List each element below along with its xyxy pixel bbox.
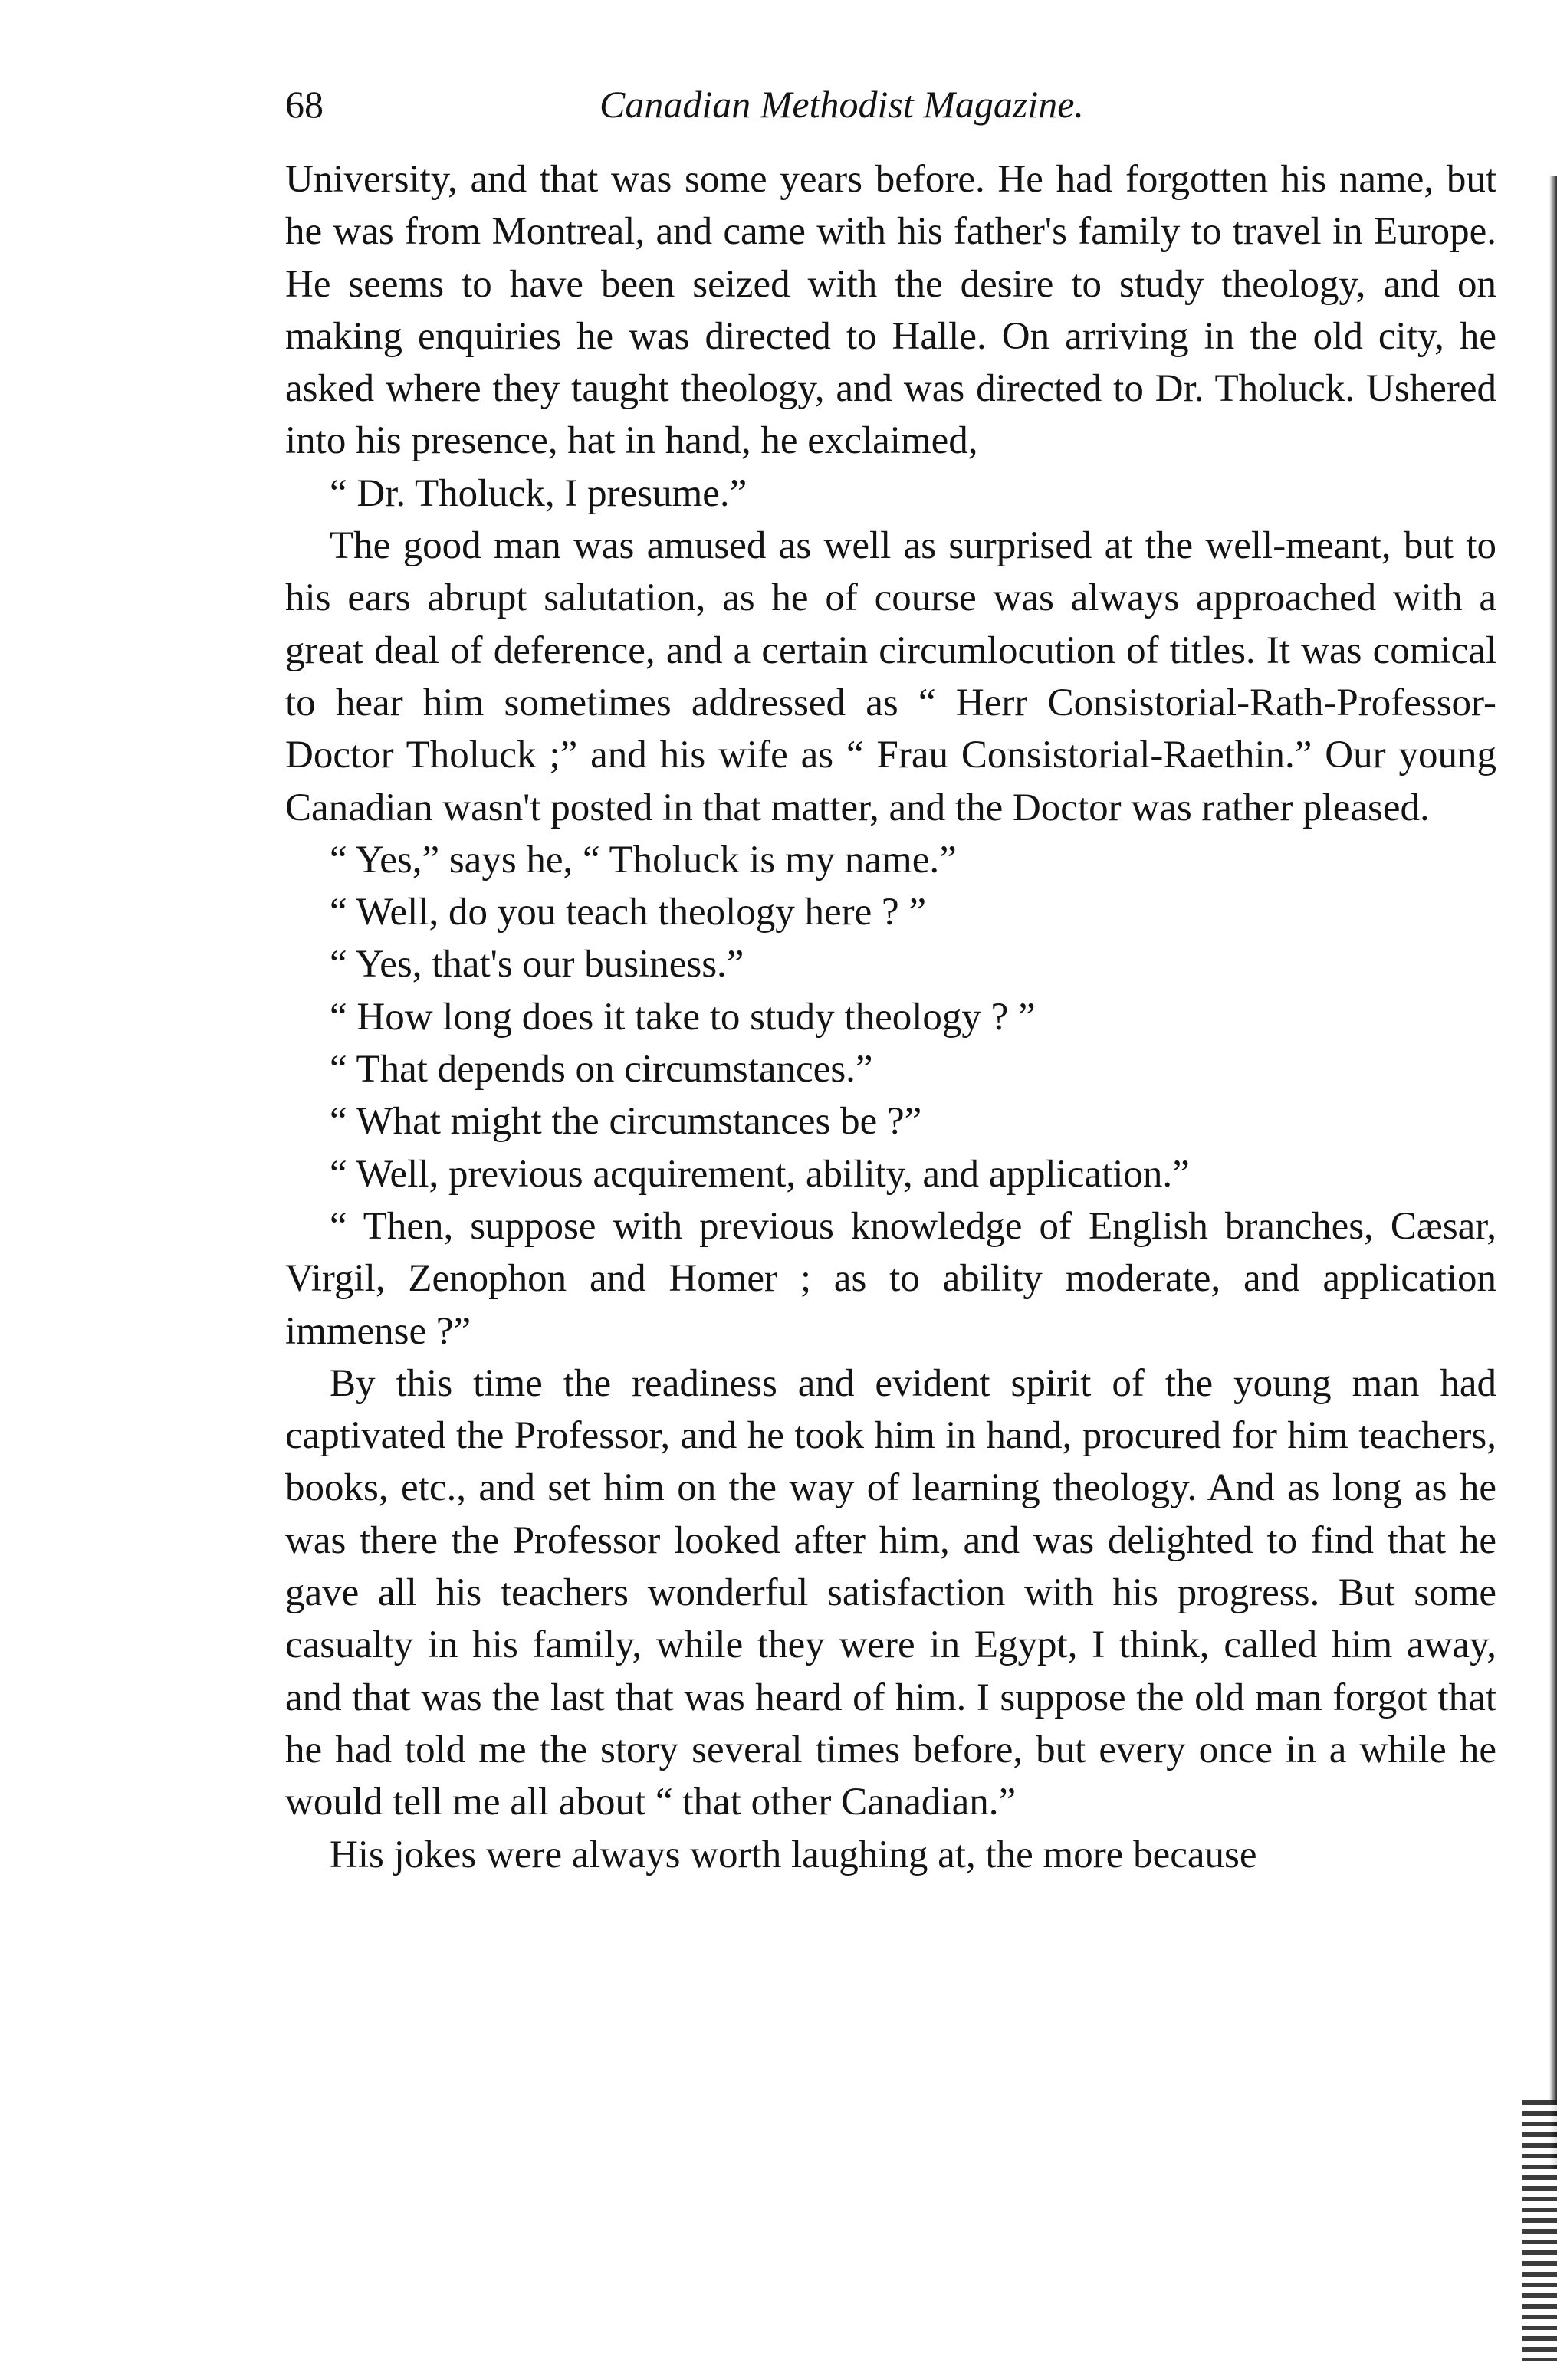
dialogue-line: “ Then, suppose with previous knowledge of English branches, Cæsar, Virgil, Zenophon and Homer ; as to ability moderate, and application immense ?” — [285, 1204, 1496, 1353]
paragraph: By this time the readiness and evident spirit of the young man had captivated the Professor, and he took him in hand, procured for him teachers, books, etc., and set him on the way of learning theology. And as long as he was there the Professor looked after him, and was delighted to find that he gave all his teachers wonderful satisfaction with his progress. But some casualty in his family, while they were in Egypt, I think, called him away, and that was the last that was heard of him. I suppose the old man forgot that he had told me the story several times before, but every once in a while he would tell me all about “ that other Canadian.” — [285, 1361, 1496, 1824]
body-text — [285, 153, 1496, 1881]
dialogue-line: “ Yes, that's our business.” — [330, 943, 744, 986]
dialogue-line: “ Yes,” says he, “ Tholuck is my name.” — [330, 838, 957, 881]
page-edge-shadow — [1549, 176, 1557, 2169]
dialogue-line: “ That depends on circumstances.” — [330, 1048, 873, 1092]
scan-edge-artifact — [1522, 2100, 1557, 2361]
paragraph: The good man was amused as well as surprised at the well-meant, but to his ears abrupt salutation, as he of course was always approached with a great deal of deference, and a certain circumlocution of titles. It was comical to hear him sometimes addressed as “ Herr Consistorial-Rath-Professor-Doctor Tholuck ;” and his wife as “ Frau Consistorial-Raethin.” Our young Canadian wasn't posted in that matter, and the Doctor was rather pleased. — [285, 524, 1496, 829]
paragraph-continued: University, and that was some years before. He had forgotten his name, but he was from Montreal, and came with his father's family to travel in Europe. He seems to have been seized with the desire to study theology, and on making enquiries he was directed to Halle. On arriving in the old city, he asked where they taught theology, and was directed to Dr. Tholuck. Ushered into his presence, hat in hand, he exclaimed, — [285, 158, 1496, 463]
journal-title: Canadian Methodist Magazine. — [599, 83, 1084, 126]
dialogue-line: “ Well, previous acquirement, ability, and application.” — [330, 1152, 1190, 1196]
page-number: 68 — [285, 83, 324, 126]
dialogue-line: “ Well, do you teach theology here ? ” — [330, 891, 927, 934]
dialogue-line: “ What might the circumstances be ?” — [330, 1100, 922, 1144]
paragraph: His jokes were always worth laughing at, the more because — [330, 1833, 1257, 1876]
running-head — [285, 74, 1481, 135]
dialogue-line: “ Dr. Tholuck, I presume.” — [330, 471, 747, 515]
dialogue-line: “ How long does it take to study theology ? ” — [330, 995, 1036, 1039]
